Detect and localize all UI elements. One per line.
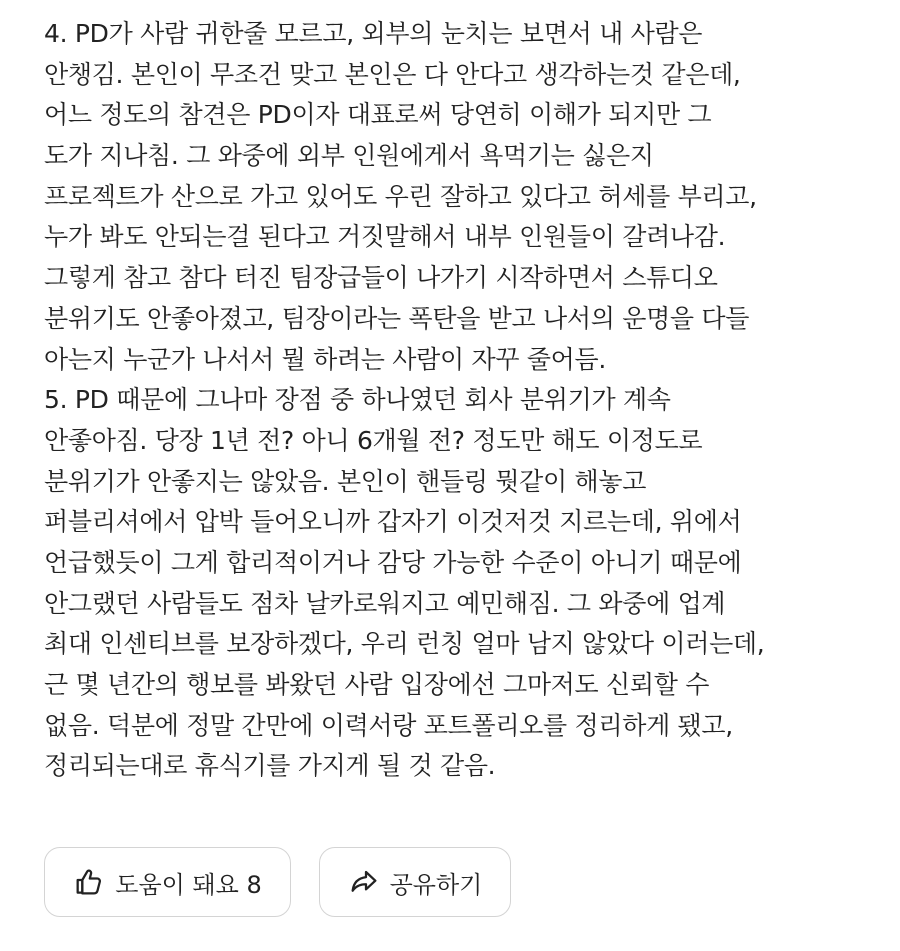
post-line: 없음. 덕분에 정말 간만에 이력서랑 포트폴리오를 정리하게 됐고, bbox=[44, 710, 733, 740]
post-line: 최대 인센티브를 보장하겠다, 우리 런칭 얼마 남지 않았다 이러는데, bbox=[44, 629, 765, 659]
post-line: 누가 봐도 안되는걸 된다고 거짓말해서 내부 인원들이 갈려나감. bbox=[44, 222, 726, 252]
post-line: 안챙김. 본인이 무조건 맞고 본인은 다 안다고 생각하는것 같은데, bbox=[44, 59, 741, 89]
post-line: 분위기가 안좋지는 않았음. 본인이 핸들링 뭣같이 해놓고 bbox=[44, 466, 647, 496]
helpful-label: 도움이 돼요 8 bbox=[115, 870, 262, 899]
post-line: 분위기도 안좋아졌고, 팀장이라는 폭탄을 받고 나서의 운명을 다들 bbox=[44, 303, 750, 333]
post-body bbox=[44, 14, 874, 787]
post-line: 5. PD 때문에 그나마 장점 중 하나였던 회사 분위기가 계속 bbox=[44, 385, 671, 415]
post-line: 안좋아짐. 당장 1년 전? 아니 6개월 전? 정도만 해도 이정도로 bbox=[44, 425, 703, 455]
post-line: 아는지 누군가 나서서 뭘 하려는 사람이 자꾸 줄어듬. bbox=[44, 344, 607, 374]
post-line: 언급했듯이 그게 합리적이거나 감당 가능한 수준이 아니기 때문에 bbox=[44, 547, 742, 577]
post-line: 퍼블리셔에서 압박 들어오니까 갑자기 이것저것 지르는데, 위에서 bbox=[44, 507, 742, 537]
post-line: 도가 지나침. 그 와중에 외부 인원에게서 욕먹기는 싫은지 bbox=[44, 141, 654, 171]
post-line: 프로젝트가 산으로 가고 있어도 우린 잘하고 있다고 허세를 부리고, bbox=[44, 181, 757, 211]
post-actions bbox=[44, 847, 511, 917]
share-arrow-icon bbox=[348, 866, 380, 898]
post-line: 근 몇 년간의 행보를 봐왔던 사람 입장에선 그마저도 신뢰할 수 bbox=[44, 670, 710, 699]
share-button[interactable] bbox=[319, 847, 511, 917]
post-line: 어느 정도의 참견은 PD이자 대표로써 당연히 이해가 되지만 그 bbox=[44, 100, 712, 130]
share-label: 공유하기 bbox=[389, 870, 483, 899]
helpful-button[interactable] bbox=[44, 847, 291, 917]
post-line: 그렇게 참고 참다 터진 팀장급들이 나가기 시작하면서 스튜디오 bbox=[44, 263, 718, 293]
post-line: 4. PD가 사람 귀한줄 모르고, 외부의 눈치는 보면서 내 사람은 bbox=[44, 19, 703, 48]
thumbs-up-icon bbox=[73, 866, 105, 898]
post-line: 정리되는대로 휴식기를 가지게 될 것 같음. bbox=[44, 751, 496, 781]
post-line: 안그랬던 사람들도 점차 날카로워지고 예민해짐. 그 와중에 업계 bbox=[44, 588, 726, 618]
